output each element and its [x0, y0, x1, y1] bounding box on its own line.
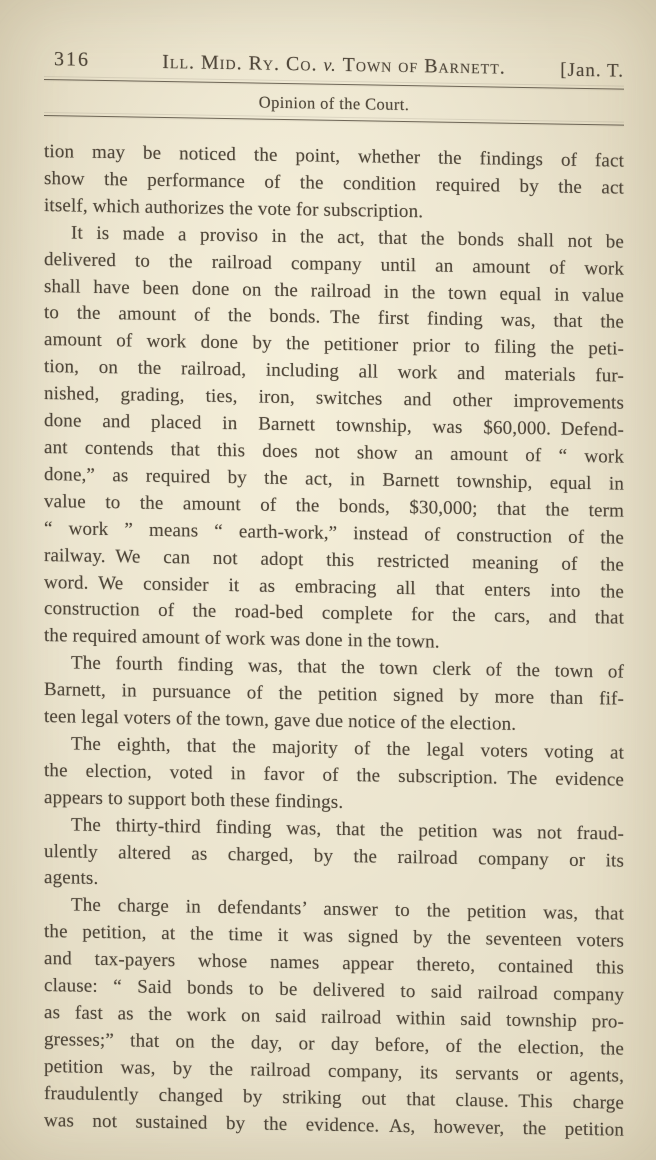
paragraph	[44, 139, 624, 229]
text-line: The thirty-third finding was, that the petition was not fraud-	[71, 814, 624, 845]
text-line: tion, on the railroad, including all work and materials fur-	[44, 356, 624, 387]
case-title-left: Ill. Mid. Ry. Co.	[162, 50, 318, 76]
case-title	[44, 45, 624, 85]
text-line: the petition, at the time it was signed by the seventeen voters	[44, 921, 624, 952]
text-line: itself, which authorizes the vote for subscription.	[44, 194, 424, 223]
text-line: nished, grading, ties, iron, switches and other improvements	[44, 383, 624, 414]
text-line: petition was, by the railroad company, its servants or agents,	[44, 1055, 624, 1087]
text-line: the election, voted in favor of the subscription. The evidence	[44, 759, 624, 791]
case-title-versus: v.	[323, 54, 337, 75]
page-content	[44, 44, 624, 1144]
text-line: was not sustained by the evidence. As, however, the petition	[44, 1109, 624, 1141]
text-line: teen legal voters of the town, gave due notice of the election.	[44, 706, 517, 735]
text-line: and tax-payers whose names appear thereto, contained this	[44, 948, 624, 979]
section-rule	[44, 115, 624, 126]
page-number: 316	[54, 48, 90, 71]
term-label: [Jan. T.	[560, 59, 624, 82]
text-line: word. We consider it as embracing all that enters into the	[44, 571, 624, 603]
text-line: ant contends that this does not show an amount of “ work	[44, 436, 624, 468]
text-line: The eighth, that the majority of the legal voters voting at	[71, 733, 624, 764]
text-line: the required amount of work was done in the town.	[44, 625, 440, 653]
text-line: shall have been done on the railroad in the town equal in value	[44, 275, 624, 307]
text-line: as fast as the work on said railroad within said township pro-	[44, 1002, 624, 1033]
text-line: delivered to the railroad company until an amount of work	[44, 248, 624, 280]
text-line: done,” as required by the act, in Barnett township, equal in	[44, 463, 624, 495]
case-title-right: Town of Barnett.	[342, 53, 506, 79]
text-line: value to the amount of the bonds, $30,000; that the term	[44, 490, 624, 522]
text-line: It is made a proviso in the act, that the bonds shall not be	[71, 222, 624, 253]
text-line: show the performance of the condition required by the act	[44, 167, 624, 199]
text-line: The charge in defendants’ answer to the petition was, that	[71, 894, 624, 925]
text-line: construction of the road-bed complete for the cars, and that	[44, 598, 624, 630]
paragraph	[44, 220, 624, 660]
text-line: to the amount of the bonds. The first finding was, that the	[44, 302, 624, 334]
text-line: tion may be noticed the point, whether the findings of fact	[44, 141, 624, 172]
text-line: done and placed in Barnett township, was $60,000. Defend-	[44, 410, 624, 441]
body-text	[44, 139, 624, 1144]
running-head	[44, 44, 624, 86]
text-line: The fourth finding was, that the town clerk of the town of	[71, 652, 624, 683]
text-line: railway. We can not adopt this restricted meaning of the	[44, 544, 624, 576]
paragraph	[44, 892, 624, 1144]
text-line: ulently altered as charged, by the railroad company or its	[44, 840, 624, 872]
paragraph	[44, 731, 624, 821]
text-line: agents.	[44, 867, 99, 890]
text-line: “ work ” means “ earth-work,” instead of construction of the	[44, 517, 624, 549]
text-line: Barnett, in pursuance of the petition signed by more than fif-	[44, 679, 624, 710]
paragraph	[44, 812, 624, 902]
text-line: fraudulently changed by striking out that clause. This charge	[44, 1082, 624, 1114]
text-line: appears to support both these findings.	[44, 786, 344, 813]
text-line: clause: “ Said bonds to be delivered to said railroad company	[44, 975, 624, 1006]
section-heading: Opinion of the Court.	[258, 92, 410, 115]
paragraph	[44, 650, 624, 740]
text-line: amount of work done by the petitioner prior to filing the peti-	[44, 329, 624, 360]
text-line: gresses;” that on the day, or day before, of the election, the	[44, 1028, 624, 1060]
